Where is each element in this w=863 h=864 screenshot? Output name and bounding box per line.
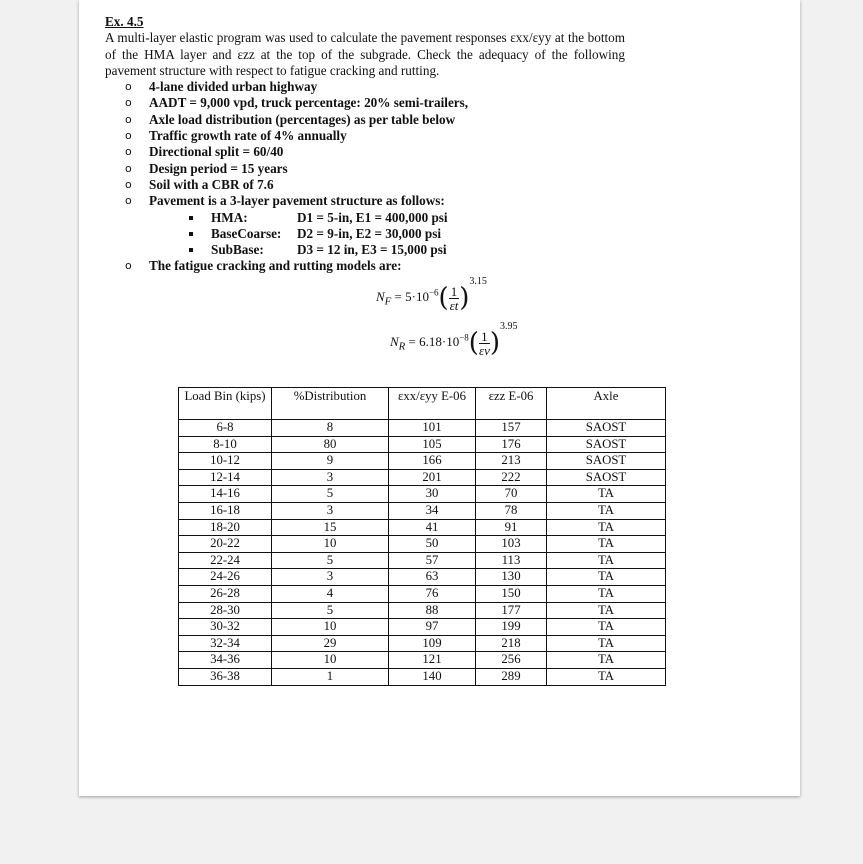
- table-cell: 41: [389, 519, 476, 536]
- header-strain-zz: εzz E-06: [476, 388, 547, 420]
- exercise-title: Ex. 4.5: [105, 14, 144, 29]
- table-cell: 50: [389, 536, 476, 553]
- table-row: [179, 502, 666, 519]
- list-item: o Design period = 15 years: [125, 160, 288, 176]
- table-cell: 34: [389, 502, 476, 519]
- table-cell: TA: [547, 552, 666, 569]
- table-cell: 36-38: [179, 668, 272, 685]
- table-cell: 78: [476, 502, 547, 519]
- table-row: [179, 519, 666, 536]
- table-cell: 222: [476, 469, 547, 486]
- table-cell: 8-10: [179, 436, 272, 453]
- table-cell: 213: [476, 453, 547, 470]
- layer-item: SubBase: D3 = 12 in, E3 = 15,000 psi: [189, 242, 625, 258]
- fatigue-equation: $N_F = 5\cdot 10^{-6}$( $\frac{1}{\varepsilon t}$ )$^{3.15}$: [376, 275, 487, 313]
- table-cell: 150: [476, 585, 547, 602]
- table-cell: TA: [547, 652, 666, 669]
- table-cell: TA: [547, 519, 666, 536]
- table-cell: 103: [476, 536, 547, 553]
- table-cell: 199: [476, 619, 547, 636]
- table-cell: 97: [389, 619, 476, 636]
- table-cell: TA: [547, 486, 666, 503]
- list-item: o Directional split = 60/40: [125, 144, 284, 160]
- table-cell: 101: [389, 420, 476, 437]
- table-row: [179, 420, 666, 437]
- table-cell: 57: [389, 552, 476, 569]
- table-cell: 26-28: [179, 585, 272, 602]
- table-cell: TA: [547, 619, 666, 636]
- table-cell: 10: [272, 536, 389, 553]
- table-cell: 3: [272, 569, 389, 586]
- table-cell: 34-36: [179, 652, 272, 669]
- table-cell: 10-12: [179, 453, 272, 470]
- table-cell: 91: [476, 519, 547, 536]
- table-cell: 12-14: [179, 469, 272, 486]
- table-cell: 166: [389, 453, 476, 470]
- table-cell: 109: [389, 635, 476, 652]
- table-cell: 4: [272, 585, 389, 602]
- table-cell: 80: [272, 436, 389, 453]
- exercise-text: [105, 14, 625, 275]
- table-cell: 176: [476, 436, 547, 453]
- table-cell: 70: [476, 486, 547, 503]
- table-cell: 218: [476, 635, 547, 652]
- table-cell: 105: [389, 436, 476, 453]
- table-cell: 3: [272, 469, 389, 486]
- table-row: [179, 635, 666, 652]
- table-cell: 32-34: [179, 635, 272, 652]
- list-item: o Soil with a CBR of 7.6: [125, 176, 274, 192]
- layer-item: HMA: D1 = 5-in, E1 = 400,000 psi: [189, 210, 625, 226]
- table-cell: 22-24: [179, 552, 272, 569]
- table-cell: 130: [476, 569, 547, 586]
- list-item: o Axle load distribution (percentages) as per table below: [125, 111, 456, 127]
- table-cell: SAOST: [547, 453, 666, 470]
- list-item: o Pavement is a 3-layer pavement structure as follows:: [125, 193, 445, 209]
- table-cell: 14-16: [179, 486, 272, 503]
- list-item: o The fatigue cracking and rutting models are:: [125, 258, 402, 274]
- table-cell: TA: [547, 585, 666, 602]
- table-cell: 6-8: [179, 420, 272, 437]
- table-row: [179, 619, 666, 636]
- layer-item: BaseCoarse: D2 = 9-in, E2 = 30,000 psi: [189, 226, 625, 242]
- table-cell: TA: [547, 536, 666, 553]
- table-cell: 5: [272, 486, 389, 503]
- models-list: [105, 258, 625, 274]
- table-cell: 18-20: [179, 519, 272, 536]
- table-cell: 8: [272, 420, 389, 437]
- table-cell: 30: [389, 486, 476, 503]
- table-cell: 16-18: [179, 502, 272, 519]
- rutting-equation: $N_R = 6.18\cdot 10^{-8}$( $\frac{1}{\varepsilon v}$ )$^{3.95}$: [390, 320, 518, 358]
- table-cell: 9: [272, 453, 389, 470]
- table-cell: 5: [272, 552, 389, 569]
- table-row: [179, 602, 666, 619]
- table-cell: 289: [476, 668, 547, 685]
- table-cell: 15: [272, 519, 389, 536]
- exercise-intro: A multi-layer elastic program was used to calculate the pavement responses εxx/εyy at the bottom of the HMA layer and εzz at the top of the subgrade. Check the adequacy of the following pavement structure with respect to fatigue cracking and rutting.: [105, 30, 625, 78]
- table-row: [179, 552, 666, 569]
- header-axle: Axle: [547, 388, 666, 420]
- table-cell: SAOST: [547, 469, 666, 486]
- table-cell: 113: [476, 552, 547, 569]
- table-cell: SAOST: [547, 436, 666, 453]
- table-header-row: [179, 388, 666, 420]
- table-row: [179, 652, 666, 669]
- table-cell: SAOST: [547, 420, 666, 437]
- table-cell: 29: [272, 635, 389, 652]
- table-cell: 256: [476, 652, 547, 669]
- layers-list: [105, 210, 625, 259]
- table-cell: TA: [547, 502, 666, 519]
- header-strain-xx: εxx/εyy E-06: [389, 388, 476, 420]
- list-item: o AADT = 9,000 vpd, truck percentage: 20% semi-trailers,: [125, 95, 469, 111]
- table-cell: 28-30: [179, 602, 272, 619]
- table-cell: 140: [389, 668, 476, 685]
- table-row: [179, 486, 666, 503]
- table-cell: 121: [389, 652, 476, 669]
- requirements-list: [105, 79, 625, 209]
- list-item: o 4-lane divided urban highway: [125, 79, 318, 95]
- table-cell: 201: [389, 469, 476, 486]
- table-row: [179, 585, 666, 602]
- table-cell: 157: [476, 420, 547, 437]
- table-cell: 88: [389, 602, 476, 619]
- table-cell: 30-32: [179, 619, 272, 636]
- table-cell: TA: [547, 635, 666, 652]
- table-row: [179, 668, 666, 685]
- table-cell: 24-26: [179, 569, 272, 586]
- table-cell: 10: [272, 652, 389, 669]
- table-cell: 5: [272, 602, 389, 619]
- table-cell: TA: [547, 668, 666, 685]
- list-item: o Traffic growth rate of 4% annually: [125, 128, 347, 144]
- table-cell: 177: [476, 602, 547, 619]
- axle-load-table: [178, 387, 666, 686]
- table-cell: 10: [272, 619, 389, 636]
- table-cell: 76: [389, 585, 476, 602]
- table-row: [179, 469, 666, 486]
- table-row: [179, 453, 666, 470]
- table-row: [179, 436, 666, 453]
- table-cell: TA: [547, 569, 666, 586]
- table-cell: 20-22: [179, 536, 272, 553]
- table-cell: 3: [272, 502, 389, 519]
- table-cell: 1: [272, 668, 389, 685]
- header-distribution: %Distribution: [272, 388, 389, 420]
- table-cell: TA: [547, 602, 666, 619]
- table-cell: 63: [389, 569, 476, 586]
- table-row: [179, 536, 666, 553]
- header-load-bin: Load Bin (kips): [179, 388, 272, 420]
- table-row: [179, 569, 666, 586]
